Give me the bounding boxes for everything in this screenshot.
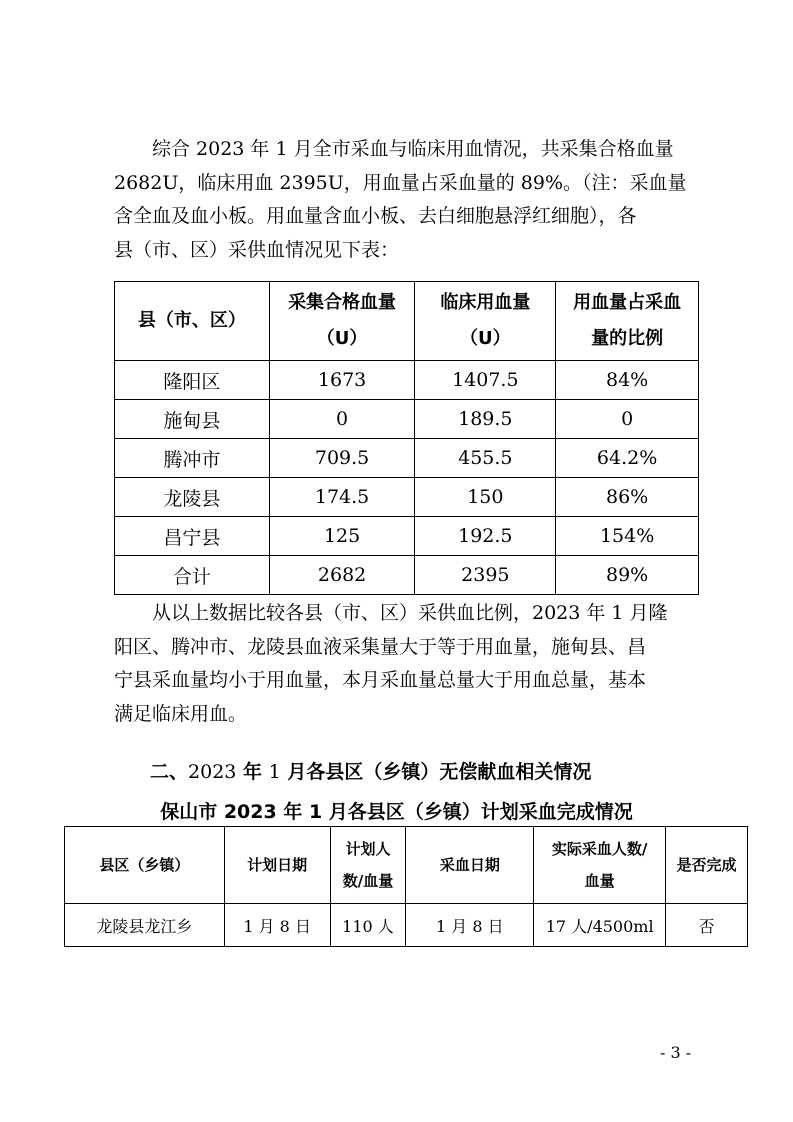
header-clinical-use: 临床用血量 （U） [415, 282, 556, 361]
cell-ratio: 84% [556, 361, 699, 400]
table-header-row [65, 827, 748, 904]
intro-line: 2682U，临床用血 2395U，用血量占采血量的 89%。（注：采血量 [114, 171, 687, 194]
table-row [115, 517, 699, 556]
table-row [115, 478, 699, 517]
cell-ratio: 0 [556, 400, 699, 439]
cell-collected: 2682 [269, 556, 415, 595]
cell-used: 455.5 [415, 439, 556, 478]
cell-collected: 0 [269, 400, 415, 439]
cell-collection-date: 1 月 8 日 [406, 904, 534, 947]
header-county: 县（市、区） [115, 282, 270, 361]
cell-used: 192.5 [415, 517, 556, 556]
cell-plan-date: 1 月 8 日 [224, 904, 330, 947]
conclusion-paragraph [114, 597, 704, 731]
cell-county: 昌宁县 [115, 517, 270, 556]
header-plan-date: 计划日期 [224, 827, 330, 904]
conclusion-line: 从以上数据比较各县（市、区）采供血比例，2023 年 1 月隆 [152, 602, 668, 624]
conclusion-line: 宁县采血量均小于用血量，本月采血量总量大于用血总量，基本 [114, 669, 647, 691]
cell-ratio: 64.2% [556, 439, 699, 478]
cell-district: 龙陵县龙江乡 [65, 904, 225, 947]
cell-actual-amount: 17 人/4500ml [534, 904, 666, 947]
cell-county: 合计 [115, 556, 270, 595]
cell-county: 施甸县 [115, 400, 270, 439]
intro-line: 含全血及血小板。用血量含血小板、去白细胞悬浮红细胞），各 [114, 205, 637, 227]
cell-completed: 否 [666, 904, 748, 947]
header-district: 县区（乡镇） [65, 827, 225, 904]
cell-ratio: 154% [556, 517, 699, 556]
table-row [65, 904, 748, 947]
cell-used: 1407.5 [415, 361, 556, 400]
page-number: - 3 - [660, 1043, 692, 1062]
table-caption: 保山市 2023 年 1 月各县区（乡镇）计划采血完成情况 [160, 801, 633, 823]
cell-collected: 125 [269, 517, 415, 556]
cell-ratio: 89% [556, 556, 699, 595]
conclusion-line: 阳区、腾冲市、龙陵县血液采集量大于等于用血量，施甸县、昌 [114, 635, 647, 658]
table-total-row [115, 556, 699, 595]
table-row [115, 400, 699, 439]
header-ratio: 用血量占采血 量的比例 [556, 282, 699, 361]
cell-ratio: 86% [556, 478, 699, 517]
header-actual-amount: 实际采血人数/ 血量 [534, 827, 666, 904]
cell-collected: 1673 [269, 361, 415, 400]
plan-completion-table [64, 826, 748, 947]
cell-county: 隆阳区 [115, 361, 270, 400]
intro-line: 县（市、区）采供血情况见下表： [114, 238, 400, 261]
conclusion-line: 满足临床用血。 [114, 702, 248, 725]
blood-supply-table [114, 281, 699, 595]
intro-line: 综合 2023 年 1 月全市采血与临床用血情况，共采集合格血量 [152, 138, 674, 160]
cell-used: 189.5 [415, 400, 556, 439]
cell-county: 龙陵县 [115, 478, 270, 517]
cell-county: 腾冲市 [115, 439, 270, 478]
header-collected: 采集合格血量 （U） [269, 282, 415, 361]
header-collection-date: 采血日期 [406, 827, 534, 904]
header-plan-amount: 计划人 数/血量 [330, 827, 406, 904]
cell-collected: 709.5 [269, 439, 415, 478]
table-row [115, 439, 699, 478]
table-header-row [115, 282, 699, 361]
intro-paragraph [114, 133, 704, 267]
cell-used: 150 [415, 478, 556, 517]
header-completed: 是否完成 [666, 827, 748, 904]
cell-plan-amount: 110 人 [330, 904, 406, 947]
table-row [115, 361, 699, 400]
cell-collected: 174.5 [269, 478, 415, 517]
section-heading: 二、2023 年 1 月各县区（乡镇）无偿献血相关情况 [150, 761, 592, 783]
cell-used: 2395 [415, 556, 556, 595]
